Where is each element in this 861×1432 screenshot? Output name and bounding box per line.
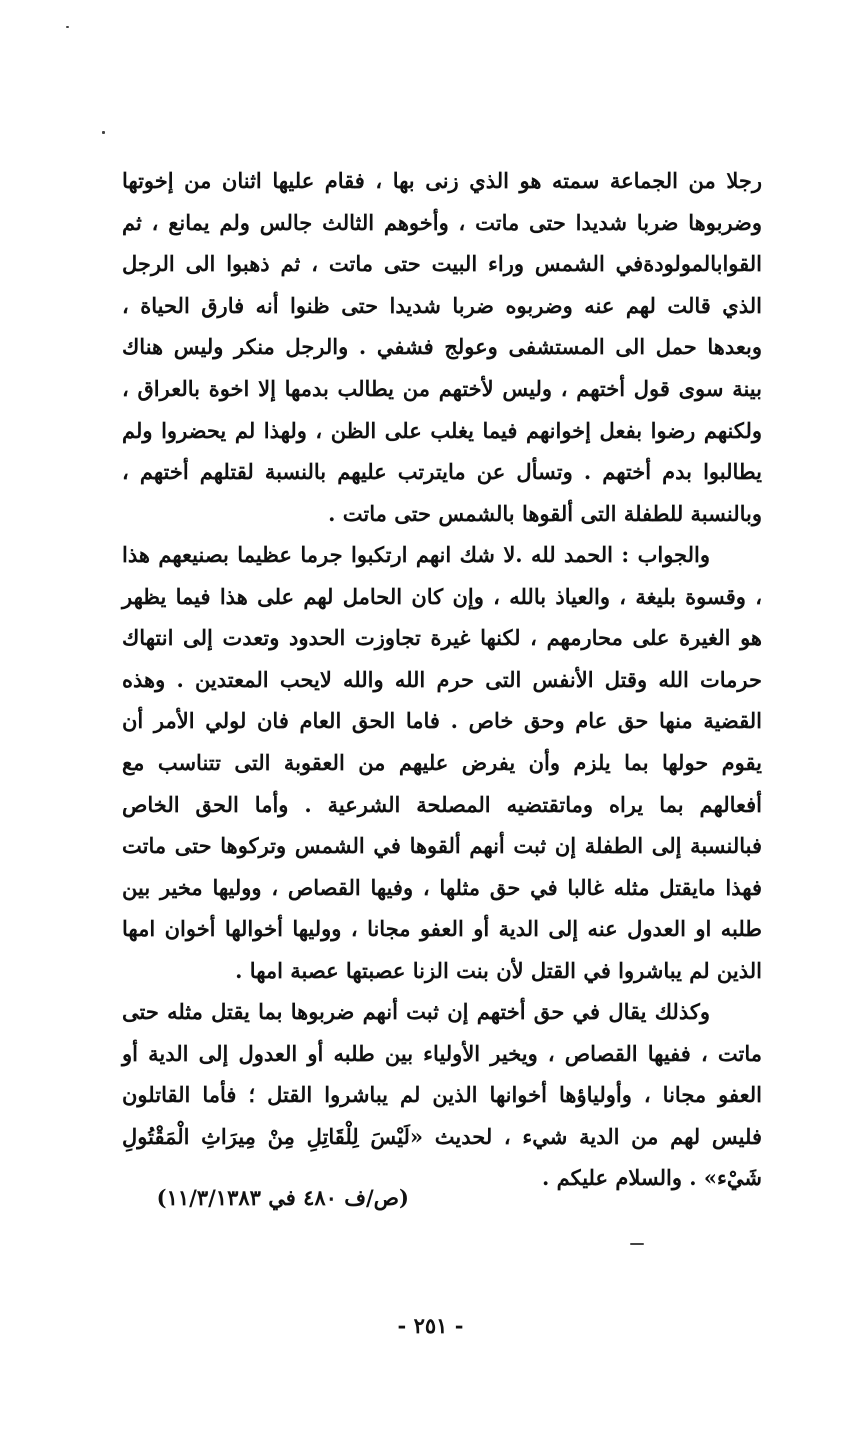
paragraph-text: والجواب : الحمد لله .لا شك انهم ارتكبوا جرما عظيما بصنيعهم هذا ، وقسوة بليغة ، والعياذ بالله ، وإن كان الحامل لهم على هذا فيما يظهر هو الغيرة على محارمهم ، لكنها غيرة تجاوزت الحدود وتعدت إلى انتهاك حرمات الله وقتل الأنفس التى حرم الله والله لايحب المعتدين . وهذه القضية منها حق عام وحق خاص . فاما الحق العام فان لولي الأمر أن يقوم حولها بما يلزم وأن يفرض عليهم من العقوبة التى تتناسب مع أفعالهم بما يراه وماتقتضيه المصلحة الشرعية . وأما الحق الخاص فبالنسبة إلى الطفلة إن ثبت أنهم ألقوها في الشمس وتركوها حتى ماتت فهذا مايقتل مثله غالبا في حق مثلها ، وفيها القصاص ، ووليها مخير بين طلبه او العدول عنه إلى الدية أو العفو مجانا ، ووليها أخوالها أخوان امها الذين لم يباشروا في القتل لأن بنت الزنا عصبتها عصبة امها . xyxy=(122,542,762,983)
fatwa-reference: (ص/ف ٤٨٠ في ١١/٣/١٣٨٣) xyxy=(156,1185,409,1210)
scan-speck xyxy=(102,131,105,134)
page-number: - ٢٥١ - xyxy=(397,1313,464,1338)
paragraph-text: وكذلك يقال في حق أختهم إن ثبت أنهم ضربوها بما يقتل مثله حتى ماتت ، ففيها القصاص ، ويخير الأولياء بين طلبه أو العدول إلى الدية أو العفو مجانا ، وأولياؤها أخوانها الذين لم يباشروا القتل ؛ فأما القاتلون فليس لهم من الدية شيء ، لحديث «لَيْسَ لِلْقَاتِلِ مِنْ مِيرَاثِ الْمَقْتُولِ شَيْء» . والسلام عليكم . xyxy=(122,999,762,1191)
paragraph-text: رجلا من الجماعة سمته هو الذي زنى بها ، فقام عليها اثنان من إخوتها وضربوها ضربا شديدا حتى ماتت ، وأخوهم الثالث جالس ولم يمانع ، ثم القوابالمولودةفي الشمس وراء البيت حتى ماتت ، ثم ذهبوا الى الرجل الذي قالت لهم عنه وضربوه ضربا شديدا حتى ظنوا أنه فارق الحياة ، وبعدها حمل الى المستشفى وعولج فشفي . والرجل منكر وليس هناك بينة سوى قول أختهم ، وليس لأختهم من يطالب بدمها إلا اخوة بالعراق ، ولكنهم رضوا بفعل إخوانهم فيما يغلب على الظن ، ولهذا لم يحضروا ولم يطالبوا بدم أختهم . وتسأل عن مايترتب عليهم بالنسبة لقتلهم أختهم ، وبالنسبة للطفلة التى ألقوها بالشمس حتى ماتت . xyxy=(122,168,762,526)
closing-paragraph xyxy=(122,991,762,1199)
scan-speck xyxy=(66,26,69,28)
answer-paragraph xyxy=(122,534,762,992)
question-paragraph xyxy=(122,160,762,534)
scan-speck xyxy=(630,1243,644,1245)
